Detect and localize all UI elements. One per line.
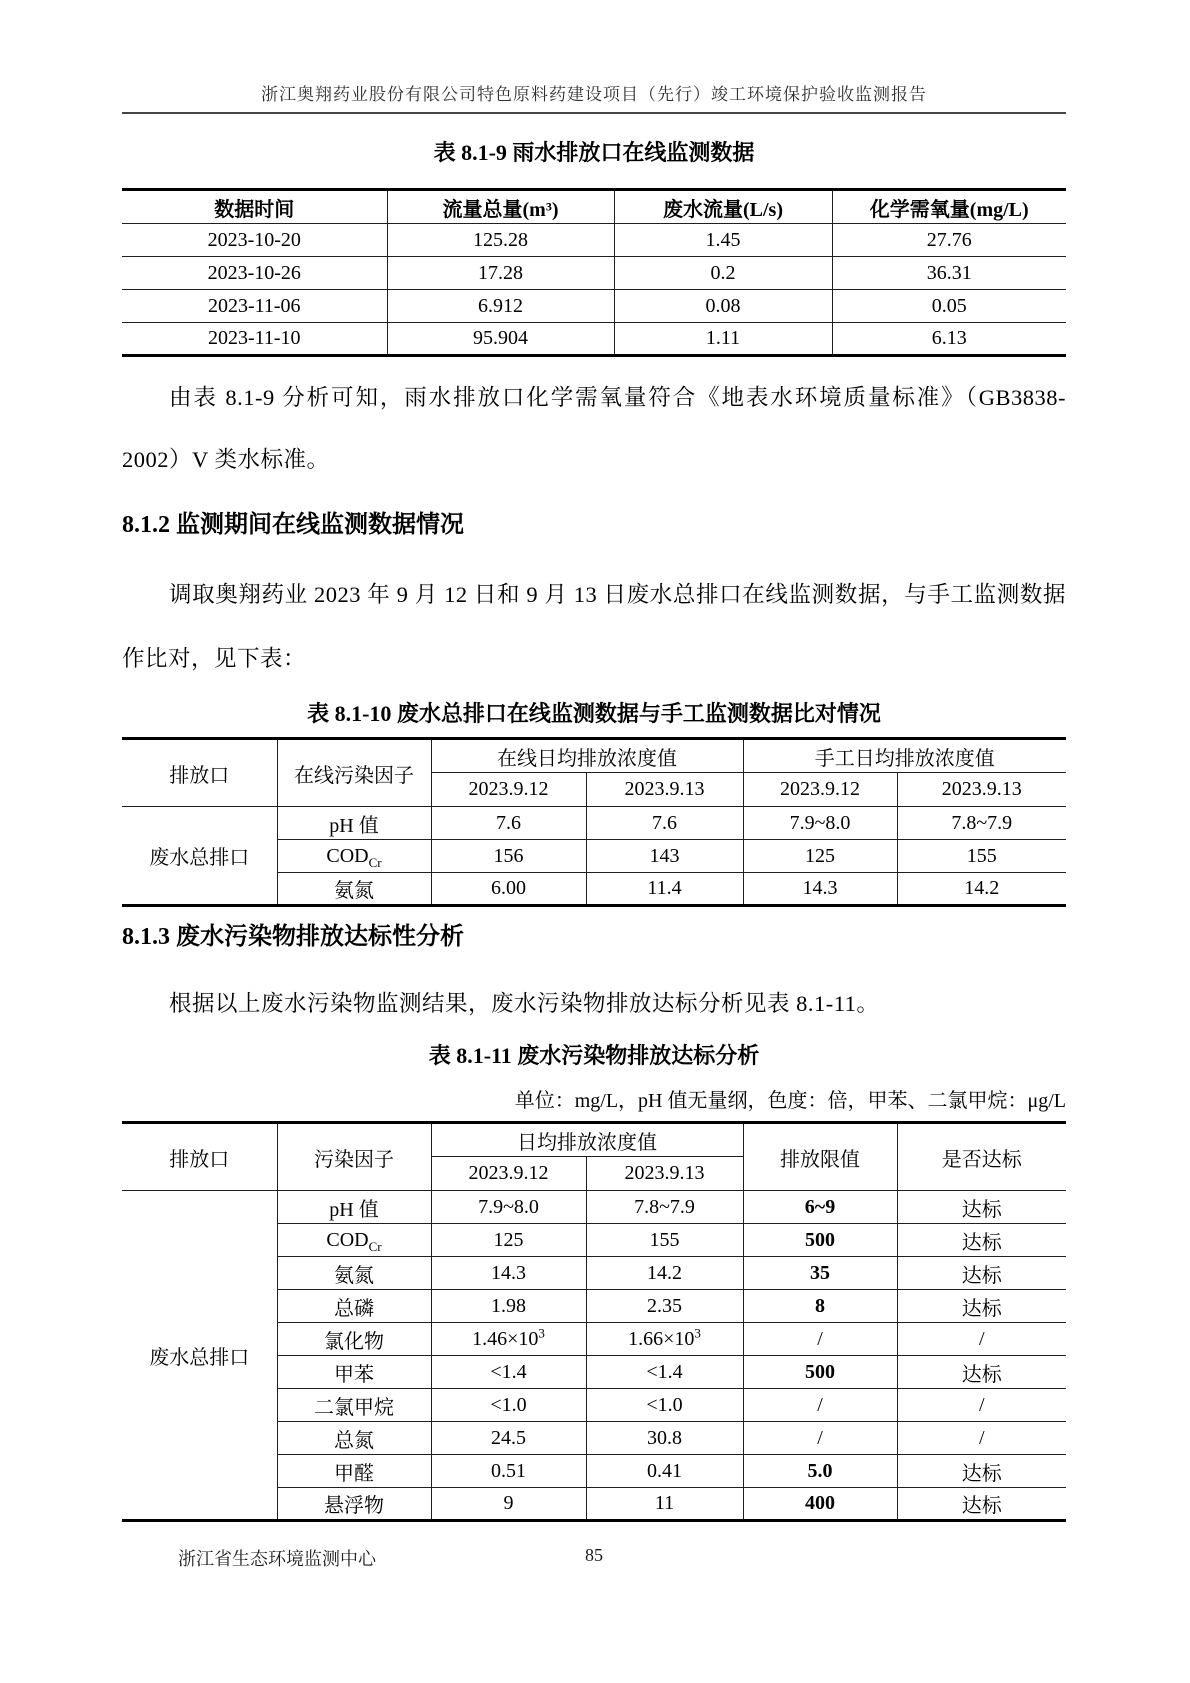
table-cell: 155 xyxy=(586,1224,743,1257)
table-cell: 2023-11-06 xyxy=(122,290,387,323)
table-row xyxy=(122,224,1066,257)
column-header-limit: 排放限值 xyxy=(743,1123,897,1191)
table-cell: 36.31 xyxy=(832,257,1066,290)
column-header-cod: 化学需氧量(mg/L) xyxy=(832,190,1066,224)
table-cell: / xyxy=(743,1389,897,1422)
table-cell: <1.4 xyxy=(431,1356,586,1389)
section-heading-8-1-3: 8.1.3 废水污染物排放达标性分析 xyxy=(122,924,464,950)
table-cell: pH 值 xyxy=(277,1191,431,1224)
column-header-date-4: 2023.9.13 xyxy=(897,773,1066,807)
table-cell: 达标 xyxy=(897,1191,1066,1224)
table-cell: 0.51 xyxy=(431,1455,586,1488)
table-cell: 6.13 xyxy=(832,323,1066,356)
page-content xyxy=(122,126,1066,1522)
table-cell: 达标 xyxy=(897,1455,1066,1488)
table-cell: 总氮 xyxy=(277,1422,431,1455)
table-cell: 24.5 xyxy=(431,1422,586,1455)
outlet-cell: 废水总排口 xyxy=(122,1191,277,1521)
table-cell: 5.0 xyxy=(743,1455,897,1488)
page-number: 85 xyxy=(585,1545,603,1565)
table-9-title: 表 8.1-9 雨水排放口在线监测数据 xyxy=(433,140,755,165)
table-header-row xyxy=(122,190,1066,224)
table-cell: <1.4 xyxy=(586,1356,743,1389)
table-cell: $COD_{Cr}$ xyxy=(277,840,431,873)
table-cell: 2.35 xyxy=(586,1290,743,1323)
table-cell: <1.0 xyxy=(586,1389,743,1422)
table-cell: 27.76 xyxy=(832,224,1066,257)
table-cell: 7.9~8.0 xyxy=(743,807,897,840)
table-cell: 8 xyxy=(743,1290,897,1323)
table-cell: 14.3 xyxy=(743,873,897,906)
column-header-outlet: 排放口 xyxy=(122,739,277,807)
table-cell: 14.2 xyxy=(897,873,1066,906)
page-header: 浙江奥翔药业股份有限公司特色原料药建设项目（先行）竣工环境保护验收监测报告 xyxy=(122,80,1066,114)
table-cell: 9 xyxy=(431,1488,586,1521)
table-cell: 14.3 xyxy=(431,1257,586,1290)
table-cell: 氯化物 xyxy=(277,1323,431,1356)
table-cell: 总磷 xyxy=(277,1290,431,1323)
table-cell: 125 xyxy=(431,1224,586,1257)
table-cell: 达标 xyxy=(897,1224,1066,1257)
table-cell: 2023-10-20 xyxy=(122,224,387,257)
column-header-date-3: 2023.9.12 xyxy=(743,773,897,807)
table-cell: 达标 xyxy=(897,1290,1066,1323)
column-header-factor: 污染因子 xyxy=(277,1123,431,1191)
table-header-row xyxy=(122,739,1066,773)
table-cell: 0.41 xyxy=(586,1455,743,1488)
table-cell: 2023-10-26 xyxy=(122,257,387,290)
table-cell: $COD_{Cr}$ xyxy=(277,1224,431,1257)
column-header-wastewater-flow: 废水流量(L/s) xyxy=(614,190,832,224)
paragraph-rain-analysis: 由表 8.1-9 分析可知，雨水排放口化学需氧量符合《地表水环境质量标准》（GB3838-2002）V 类水标准。 xyxy=(122,385,1066,472)
table-cell: 30.8 xyxy=(586,1422,743,1455)
table-cell: $1.46\times 10^3$ xyxy=(431,1323,586,1356)
paragraph-compliance-intro: 根据以上废水污染物监测结果，废水污染物排放达标分析见表 8.1-11。 xyxy=(169,991,880,1016)
table-cell: 达标 xyxy=(897,1356,1066,1389)
table-cell: 155 xyxy=(897,840,1066,873)
table-cell: 2023-11-10 xyxy=(122,323,387,356)
column-group-online-daily: 在线日均排放浓度值 xyxy=(431,739,743,773)
table-cell: 7.6 xyxy=(586,807,743,840)
table-cell: 0.2 xyxy=(614,257,832,290)
table-cell: 7.8~7.9 xyxy=(586,1191,743,1224)
table-cell: 氨氮 xyxy=(277,1257,431,1290)
table-row xyxy=(122,323,1066,356)
table-cell: 156 xyxy=(431,840,586,873)
table-cell: 125 xyxy=(743,840,897,873)
table-cell: 6.00 xyxy=(431,873,586,906)
table-cell: 400 xyxy=(743,1488,897,1521)
table-cell: 95.904 xyxy=(387,323,614,356)
table-cell: / xyxy=(897,1422,1066,1455)
table-cell: 达标 xyxy=(897,1488,1066,1521)
column-group-daily-concentration: 日均排放浓度值 xyxy=(431,1123,743,1157)
table-cell: 125.28 xyxy=(387,224,614,257)
table-header-row xyxy=(122,1123,1066,1157)
column-header-date-1: 2023.9.12 xyxy=(431,773,586,807)
column-group-manual-daily: 手工日均排放浓度值 xyxy=(743,739,1066,773)
table-cell: 甲醛 xyxy=(277,1455,431,1488)
compliance-analysis-table xyxy=(122,1121,1066,1522)
table-cell: 7.9~8.0 xyxy=(431,1191,586,1224)
table-cell: 0.08 xyxy=(614,290,832,323)
table-row xyxy=(122,290,1066,323)
table-10-title: 表 8.1-10 废水总排口在线监测数据与手工监测数据比对情况 xyxy=(307,701,881,726)
table-cell: 143 xyxy=(586,840,743,873)
table-cell: 500 xyxy=(743,1224,897,1257)
table-cell: / xyxy=(897,1389,1066,1422)
rain-outlet-monitoring-table xyxy=(122,188,1066,357)
table-cell: 11 xyxy=(586,1488,743,1521)
table-cell: 17.28 xyxy=(387,257,614,290)
section-heading-8-1-2: 8.1.2 监测期间在线监测数据情况 xyxy=(122,512,464,538)
units-note: 单位：mg/L，pH 值无量纲，色度：倍，甲苯、二氯甲烷：μg/L xyxy=(514,1090,1066,1112)
column-header-compliance: 是否达标 xyxy=(897,1123,1066,1191)
table-cell: 14.2 xyxy=(586,1257,743,1290)
table-cell: 二氯甲烷 xyxy=(277,1389,431,1422)
column-header-date-2: 2023.9.13 xyxy=(586,773,743,807)
table-cell: 7.6 xyxy=(431,807,586,840)
table-cell: 1.45 xyxy=(614,224,832,257)
paragraph-online-data: 调取奥翔药业 2023 年 9 月 12 日和 9 月 13 日废水总排口在线监测数据，与手工监测数据作比对，见下表： xyxy=(122,582,1066,671)
table-row xyxy=(122,257,1066,290)
table-cell: / xyxy=(743,1422,897,1455)
table-cell: 35 xyxy=(743,1257,897,1290)
table-11-title: 表 8.1-11 废水污染物排放达标分析 xyxy=(428,1043,760,1068)
column-header-total-flow: 流量总量(m³) xyxy=(387,190,614,224)
table-cell: 悬浮物 xyxy=(277,1488,431,1521)
table-cell: 氨氮 xyxy=(277,873,431,906)
footer-organization: 浙江省生态环境监测中心 xyxy=(178,1549,376,1569)
column-header-outlet: 排放口 xyxy=(122,1123,277,1191)
table-row xyxy=(122,1191,1066,1224)
table-cell: / xyxy=(897,1323,1066,1356)
table-cell: 500 xyxy=(743,1356,897,1389)
table-cell: 达标 xyxy=(897,1257,1066,1290)
column-header-date-1: 2023.9.12 xyxy=(431,1157,586,1191)
column-header-date: 数据时间 xyxy=(122,190,387,224)
table-cell: pH 值 xyxy=(277,807,431,840)
table-row xyxy=(122,807,1066,840)
table-cell: <1.0 xyxy=(431,1389,586,1422)
table-cell: 1.98 xyxy=(431,1290,586,1323)
column-header-date-2: 2023.9.13 xyxy=(586,1157,743,1191)
column-header-online-factor: 在线污染因子 xyxy=(277,739,431,807)
table-cell: 6~9 xyxy=(743,1191,897,1224)
outlet-cell: 废水总排口 xyxy=(122,807,277,906)
table-cell: / xyxy=(743,1323,897,1356)
table-cell: 6.912 xyxy=(387,290,614,323)
table-cell: 1.11 xyxy=(614,323,832,356)
table-cell: 甲苯 xyxy=(277,1356,431,1389)
table-cell: 0.05 xyxy=(832,290,1066,323)
table-cell: 11.4 xyxy=(586,873,743,906)
table-cell: $1.66\times 10^3$ xyxy=(586,1323,743,1356)
online-vs-manual-table xyxy=(122,737,1066,907)
table-cell: 7.8~7.9 xyxy=(897,807,1066,840)
